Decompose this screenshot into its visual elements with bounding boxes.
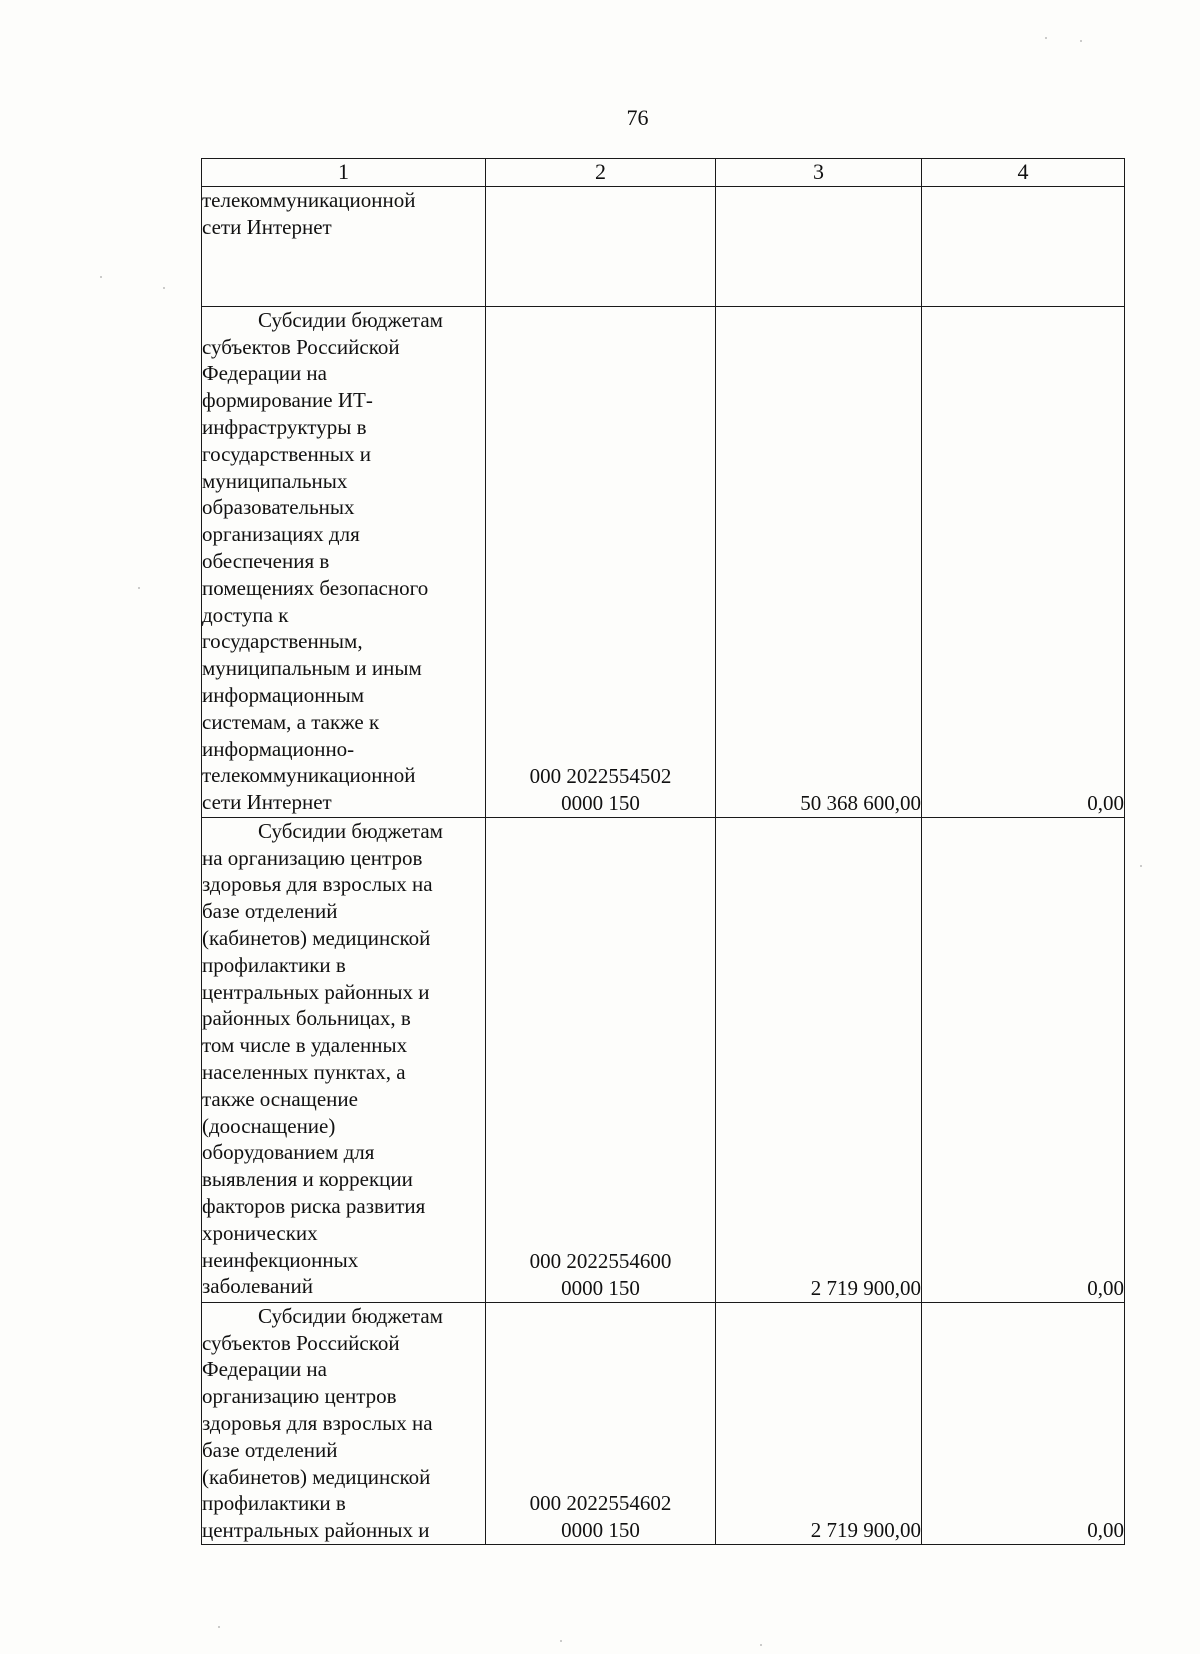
row-description-body: на организацию центров здоровья для взрослых на базе отделений (кабинетов) медицинской профилактики в центральных районных и районных больницах, в том числе в удаленных населенных пунктах, а также оснащение (дооснащение) оборудованием для выявления и коррекции факторов риска развития хронических неинфекционных заболеваний [202, 845, 433, 1299]
row-amount-col4: 0,00 [922, 1302, 1125, 1544]
row-amount-col4 [922, 186, 1125, 306]
row-amount-col4: 0,00 [922, 306, 1125, 817]
table-header-row [202, 159, 1125, 187]
row-amount-col3: 50 368 600,00 [716, 306, 922, 817]
budget-table [201, 158, 1125, 1545]
row-code: 000 2022554602 0000 150 [486, 1302, 716, 1544]
row-code: 000 2022554600 0000 150 [486, 817, 716, 1302]
row-description-body: субъектов Российской Федерации на организацию центров здоровья для взрослых на базе отделений (кабинетов) медицинской профилактики в центральных районных и [202, 1330, 433, 1543]
row-description: телекоммуникационной сети Интернет [202, 186, 486, 306]
row-description-first-line: Субсидии бюджетам [258, 1303, 443, 1328]
column-header-2: 2 [486, 159, 716, 187]
table-row [202, 817, 1125, 1302]
row-amount-col3: 2 719 900,00 [716, 1302, 922, 1544]
row-description [202, 817, 486, 1302]
row-description-first-line: Субсидии бюджетам [258, 818, 443, 843]
row-description-body: субъектов Российской Федерации на формирование ИТ- инфраструктуры в государственных и муниципальных образовательных организациях для обеспечения в помещениях безопасного доступа к государственным, муниципальным и иным информационным системам, а также к информационно- телекоммуникационной сети Интернет [202, 334, 429, 815]
row-description [202, 306, 486, 817]
column-header-1: 1 [202, 159, 486, 187]
row-description [202, 1302, 486, 1544]
row-amount-col3 [716, 186, 922, 306]
row-code: 000 2022554502 0000 150 [486, 306, 716, 817]
table-row [202, 1302, 1125, 1544]
row-code [486, 186, 716, 306]
column-header-3: 3 [716, 159, 922, 187]
row-amount-col3: 2 719 900,00 [716, 817, 922, 1302]
row-amount-col4: 0,00 [922, 817, 1125, 1302]
column-header-4: 4 [922, 159, 1125, 187]
row-description-first-line: Субсидии бюджетам [258, 307, 443, 332]
table-row [202, 186, 1125, 306]
page-number: 76 [626, 105, 649, 130]
table-row [202, 306, 1125, 817]
